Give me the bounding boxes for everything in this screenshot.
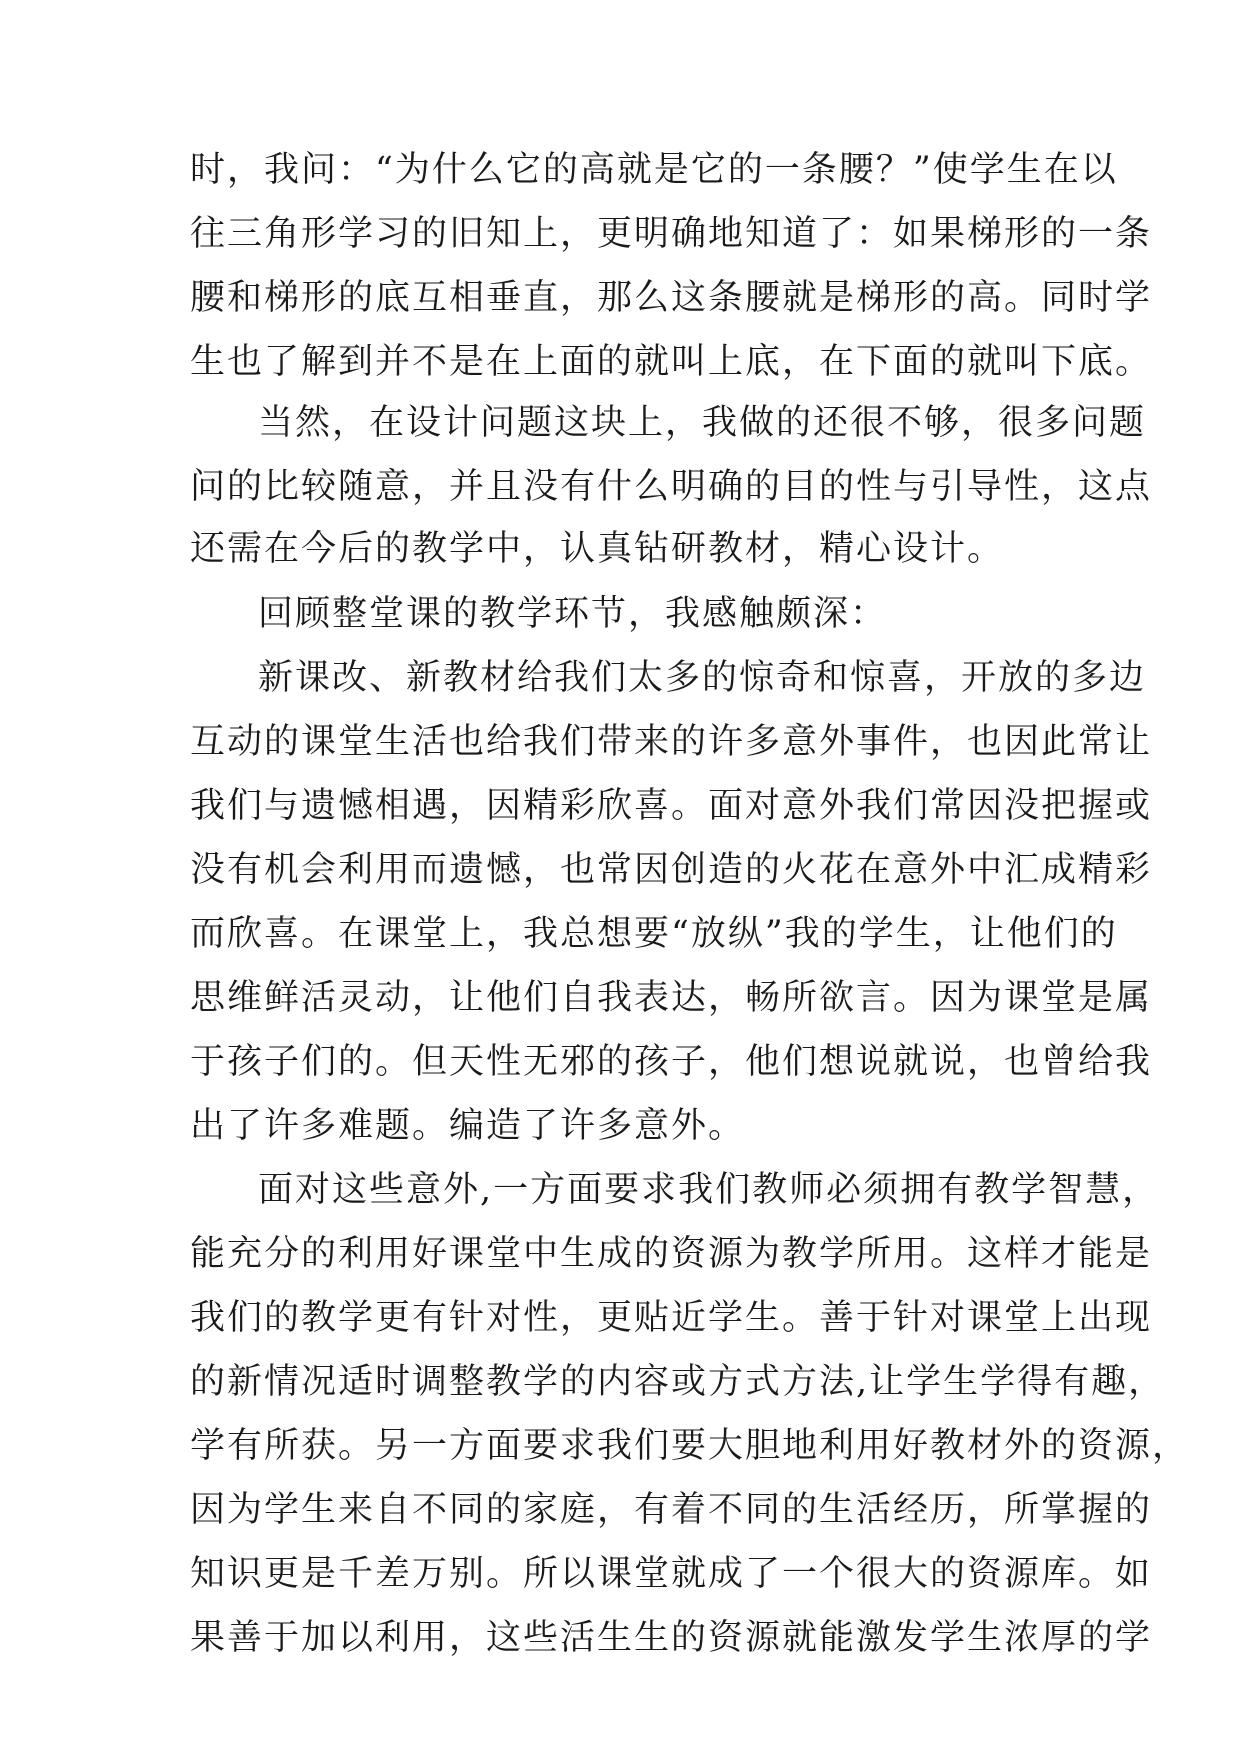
text-line: 时，我问：“为什么它的高就是它的一条腰？”使学生在以 (190, 150, 1118, 190)
text-line: 的新情况适时调整教学的内容或方式方法,让学生学得有趣， (190, 1362, 1166, 1402)
text-line: 果善于加以利用，这些活生生的资源就能激发学生浓厚的学 (190, 1618, 1153, 1658)
text-line: 互动的课堂生活也给我们带来的许多意外事件，也因此常让 (190, 722, 1153, 762)
text-line: 我们的教学更有针对性，更贴近学生。善于针对课堂上出现 (190, 1298, 1153, 1338)
paragraph-start-line: 当然，在设计问题这块上，我做的还很不够，很多问题 (258, 403, 1147, 443)
text-line: 往三角形学习的旧知上，更明确地知道了：如果梯形的一条 (190, 214, 1153, 254)
paragraph-start-line: 新课改、新教材给我们太多的惊奇和惊喜，开放的多边 (258, 658, 1147, 698)
text-line: 生也了解到并不是在上面的就叫上底，在下面的就叫下底。 (190, 342, 1153, 382)
text-line: 能充分的利用好课堂中生成的资源为教学所用。这样才能是 (190, 1234, 1153, 1274)
paragraph-start-line: 回顾整堂课的教学环节，我感触颇深： (258, 594, 888, 634)
text-line: 还需在今后的教学中，认真钻研教材，精心设计。 (190, 529, 1005, 569)
text-line: 于孩子们的。但天性无邪的孩子，他们想说就说，也曾给我 (190, 1042, 1153, 1082)
text-line: 思维鲜活灵动，让他们自我表达，畅所欲言。因为课堂是属 (190, 978, 1153, 1018)
paragraph-start-line: 面对这些意外,一方面要求我们教师必须拥有教学智慧， (258, 1170, 1160, 1210)
text-line: 出了许多难题。编造了许多意外。 (190, 1106, 746, 1146)
text-line: 我们与遗憾相遇，因精彩欣喜。面对意外我们常因没把握或 (190, 786, 1153, 826)
text-line: 知识更是千差万别。所以课堂就成了一个很大的资源库。如 (190, 1554, 1153, 1594)
text-line: 没有机会利用而遗憾，也常因创造的火花在意外中汇成精彩 (190, 850, 1153, 890)
text-line: 因为学生来自不同的家庭，有着不同的生活经历，所掌握的 (190, 1490, 1153, 1530)
text-line: 而欣喜。在课堂上，我总想要“放纵”我的学生，让他们的 (190, 914, 1118, 954)
text-line: 学有所获。另一方面要求我们要大胆地利用好教材外的资源， (190, 1426, 1190, 1466)
text-line: 腰和梯形的底互相垂直，那么这条腰就是梯形的高。同时学 (190, 278, 1153, 318)
text-line: 问的比较随意，并且没有什么明确的目的性与引导性，这点 (190, 467, 1153, 507)
